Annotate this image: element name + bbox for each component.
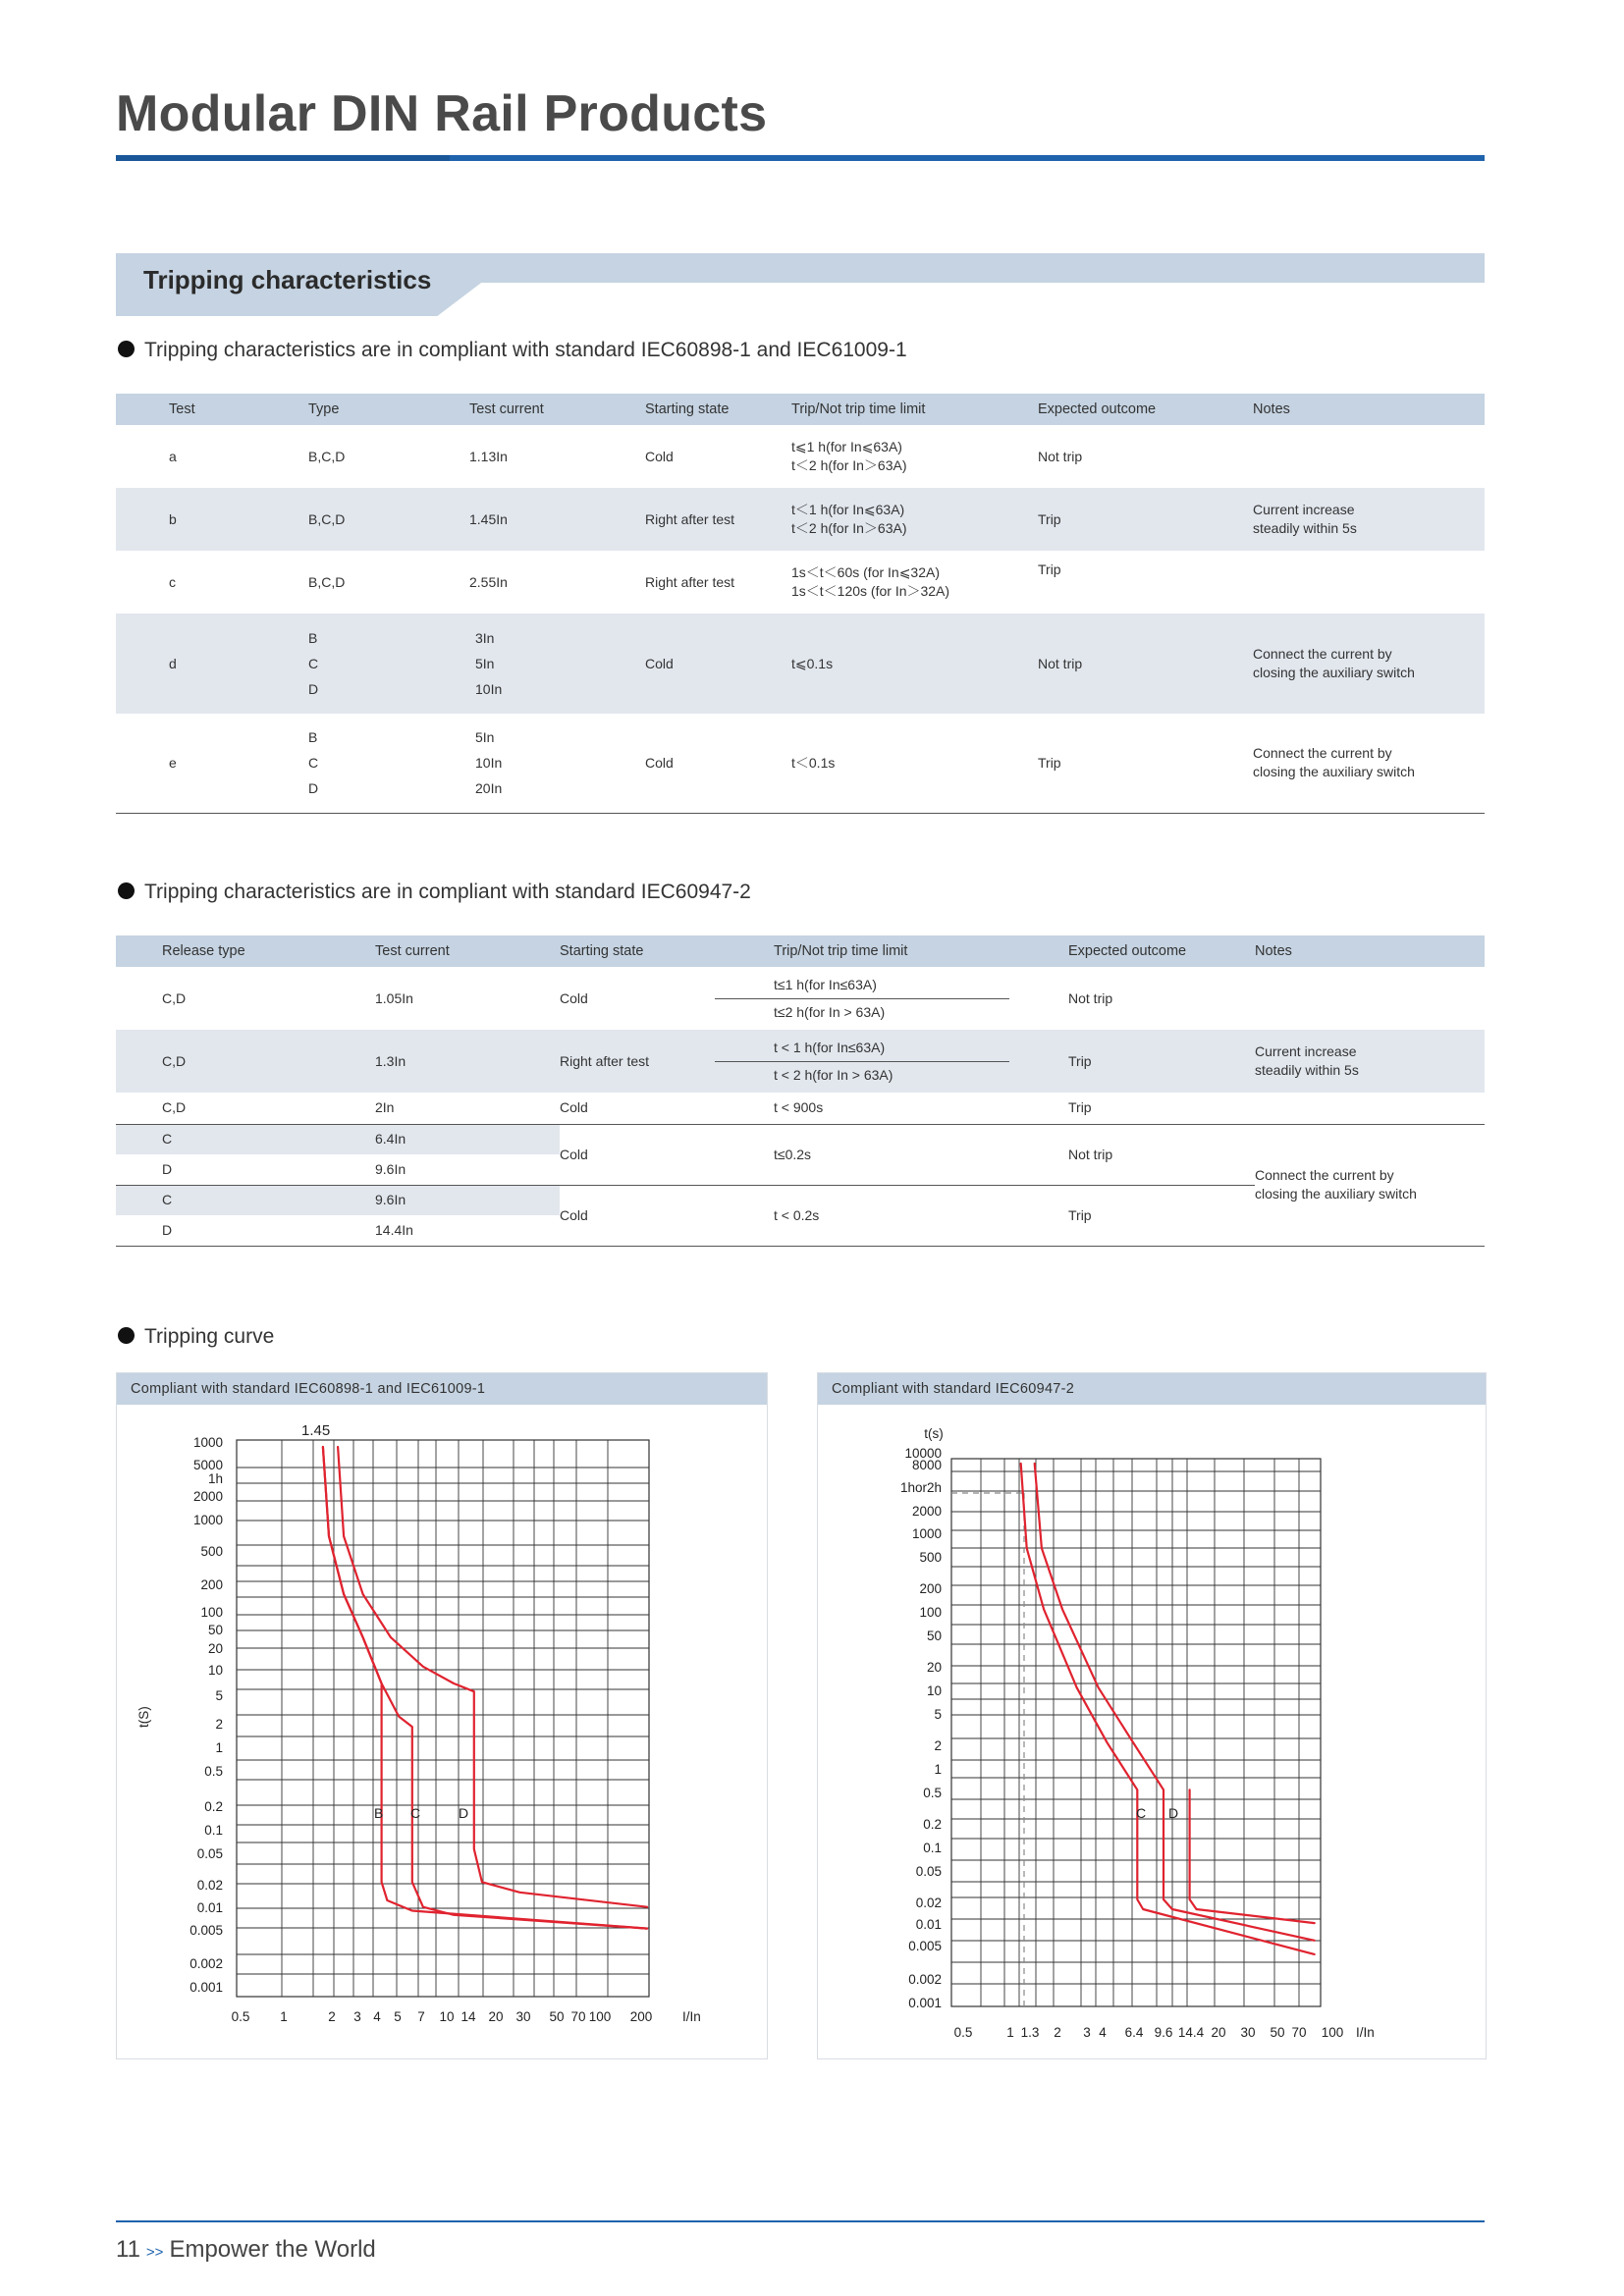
y-tick-label: 0.002 [908,1972,942,1987]
cell-state: Cold [645,614,791,714]
cell-test: c [169,573,176,590]
cell-notes: Current increase steadily within 5s [1255,1030,1485,1093]
cell-current: 9.6In [375,1185,560,1215]
cell-type: B C D [308,729,319,797]
col-header: Trip/Not trip time limit [774,935,1068,967]
page-number: 11 [116,2236,140,2263]
cell-release: C,D [162,989,187,1006]
col-header: Test [116,394,308,425]
cell-notes [1255,967,1485,1030]
title-rule-accent [116,155,450,161]
y-tick-label: 50 [926,1629,942,1643]
cell-notes [1253,551,1485,614]
x-tick-label: 100 [588,2009,612,2024]
cell-current: 14.4In [375,1221,413,1238]
col-header: Trip/Not trip time limit [791,394,1038,425]
x-tick-label: 4 [373,2009,381,2024]
x-tick-label: 2 [328,2009,336,2024]
col-header: Expected outcome [1038,394,1253,425]
cell-limit: t≤1 h(for In≤63A) t≤2 h(for In > 63A) [774,967,1068,1030]
cell-state: Right after test [645,573,735,590]
y-tick-label: 5 [215,1688,223,1703]
y-tick-label: 2000 [192,1489,223,1504]
cell-outcome: Trip [1038,488,1253,551]
y-tick-label: 200 [919,1581,942,1596]
curve-d [338,1447,647,1907]
curve-b [323,1447,647,1929]
y-tick-label: 1000 [911,1526,942,1541]
table-header-row [116,394,1485,425]
cell-limit: t＜0.1s [791,754,836,771]
bullet-iec60898 [118,339,907,362]
bullet-text: Tripping characteristics are in compliant with standard IEC60947-2 [144,881,751,903]
series-label: B [374,1805,384,1821]
y-tick-label: 1000 [192,1435,223,1450]
y-tick-label: 2000 [911,1504,942,1519]
y-tick-label: 0.05 [915,1864,942,1879]
cell-current: 1.05In [375,989,413,1006]
bullet-iec60947 [118,881,751,904]
cell-type: B,C,D [308,488,469,551]
annotation-label: 1.45 [301,1422,331,1439]
cell-state: Cold [560,1185,774,1246]
cell-current: 2In [375,1099,395,1116]
table-row [116,614,1485,714]
x-tick-label: 3 [353,2009,361,2024]
bullet-text: Tripping characteristics are in compliant with standard IEC60898-1 and IEC61009-1 [144,339,907,361]
cell-current: 2.55In [469,573,508,590]
cell-release: C,D [116,1030,375,1093]
cell-state: Cold [560,989,588,1006]
cell-state: Cold [560,1099,588,1116]
cell-notes [1255,1093,1485,1124]
cell-release: D [162,1160,173,1177]
bullet-dot-icon [118,882,135,899]
col-header: Release type [116,935,375,967]
x-tick-label: 1 [280,2009,288,2024]
x-tick-label: 1 [1006,2025,1014,2040]
footer-rule [116,2220,1485,2222]
cell-limit: t < 900s [774,1099,824,1116]
table-row [116,1124,1485,1154]
curve-c [1021,1464,1315,1954]
bullet-text: Tripping curve [144,1325,275,1348]
chevron-right-icon: >> [145,2244,164,2261]
cell-outcome: Trip [1068,1099,1092,1116]
table-row [116,551,1485,614]
y-tick-label: 8000 [911,1458,942,1472]
y-tick-label: 500 [919,1550,942,1565]
cell-outcome: Not trip [1038,448,1083,464]
y-tick-label: 0.005 [189,1923,223,1938]
x-axis-label: I/In [682,2009,701,2024]
cell-state: Right after test [560,1030,774,1093]
cell-state: Cold [560,1146,588,1162]
y-tick-label: 200 [200,1577,223,1592]
x-tick-label: 0.5 [231,2009,250,2024]
x-tick-label: 2 [1054,2025,1061,2040]
table-row [116,488,1485,551]
col-header: Starting state [560,935,774,967]
cell-notes: Current increase steadily within 5s [1253,488,1485,551]
cell-release: C [116,1124,375,1154]
y-tick-label: 0.5 [923,1786,942,1800]
cell-type: B,C,D [308,573,346,590]
col-header: Test current [375,935,560,967]
cell-notes [1253,425,1485,488]
cell-state: Cold [645,754,674,771]
series-label: D [459,1805,469,1821]
x-tick-label: 20 [488,2009,504,2024]
cell-outcome: Trip [1068,1206,1092,1223]
cell-current: 1.3In [375,1030,560,1093]
x-tick-label: 6.4 [1124,2025,1144,2040]
cell-release: C [116,1185,375,1215]
x-tick-label: 4 [1099,2025,1107,2040]
y-tick-label: 100 [200,1605,223,1620]
cell-current: 6.4In [375,1124,560,1154]
col-header: Starting state [645,394,791,425]
y-tick-label: 50 [207,1623,223,1637]
y-tick-label: 0.005 [908,1939,942,1953]
page-title: Modular DIN Rail Products [116,85,768,142]
table-row [116,1093,1485,1124]
cell-current: 1.45In [469,488,645,551]
tripping-curve-chart-2 [818,1373,1486,2058]
series-label: C [1136,1805,1147,1821]
y-tick-label: 100 [919,1605,942,1620]
table-row [116,967,1485,1030]
cell-current: 9.6In [375,1160,406,1177]
iec60898-table [116,394,1485,814]
footer-tagline: Empower the World [169,2236,376,2263]
chart-title: Compliant with standard IEC60898-1 and IEC61009-1 [117,1373,767,1405]
x-tick-label: 7 [417,2009,425,2024]
cell-type: B C D [308,614,469,714]
x-tick-label: 200 [629,2009,653,2024]
col-header: Test current [469,394,645,425]
y-tick-label: 500 [200,1544,223,1559]
cell-notes: Connect the current by closing the auxiliary switch [1253,745,1415,780]
chart-panel-iec60947 [817,1372,1487,2059]
series-label: C [410,1805,421,1821]
cell-limit: t≤0.2s [774,1146,812,1162]
col-header: Notes [1255,935,1485,967]
y-tick-label: 20 [926,1660,942,1675]
y-tick-label: 0.001 [908,1996,942,2010]
cell-outcome: Trip [1038,561,1061,577]
x-axis-label: I/In [1356,2025,1375,2040]
cell-current: 1.13In [469,448,508,464]
y-tick-label: 0.1 [923,1841,942,1855]
cell-test: d [116,614,308,714]
y-tick-label: 1hor2h [899,1480,942,1495]
cell-release: C,D [162,1099,187,1116]
x-tick-label: 30 [515,2009,531,2024]
cell-limit: 1s＜t＜60s (for In⩽32A) 1s＜t＜120s (for In＞32A) [791,564,950,599]
tripping-curve-chart-1 [117,1373,767,2058]
y-tick-label: 0.001 [189,1980,223,1995]
x-tick-label: 5 [394,2009,402,2024]
curve-e [1190,1789,1315,1923]
x-tick-label: 50 [1270,2025,1285,2040]
y-tick-label: 0.002 [189,1956,223,1971]
col-header: Type [308,394,469,425]
x-tick-label: 10 [439,2009,455,2024]
cell-outcome: Trip [1038,754,1061,771]
y-tick-label: 10000 [904,1446,942,1461]
x-tick-label: 70 [570,2009,586,2024]
y-tick-label: 0.01 [196,1900,223,1915]
x-tick-label: 0.5 [953,2025,973,2040]
cell-release: D [162,1221,173,1238]
x-tick-label: 3 [1083,2025,1091,2040]
y-tick-label: 0.1 [204,1823,223,1838]
cell-test: a [169,448,177,464]
x-tick-label: 70 [1291,2025,1307,2040]
y-axis-label: t(S) [136,1706,151,1728]
y-tick-label: 0.2 [204,1799,223,1814]
chart-panel-iec60898 [116,1372,768,2059]
cell-outcome: Trip [1068,1030,1255,1093]
cell-outcome: Not trip [1038,614,1253,714]
bullet-dot-icon [118,1327,135,1344]
cell-outcome: Not trip [1068,1124,1255,1185]
col-header: Expected outcome [1068,935,1255,967]
y-tick-label: 0.05 [196,1846,223,1861]
cell-current: 3In 5In 10In [469,614,645,714]
y-tick-label: 1 [215,1740,223,1755]
cell-test: e [169,754,177,771]
x-tick-label: 20 [1211,2025,1226,2040]
cell-limit: t⩽0.1s [791,614,1038,714]
cell-limit: t < 1 h(for In≤63A) t < 2 h(for In > 63A) [774,1030,1068,1093]
x-tick-label: 50 [549,2009,565,2024]
y-tick-label: 1h [207,1471,223,1486]
y-tick-label: 0.01 [915,1917,942,1932]
y-tick-label: 10 [207,1663,223,1678]
col-header: Notes [1253,394,1485,425]
table-row [116,1030,1485,1093]
y-tick-label: 10 [926,1683,942,1698]
y-tick-label: 5000 [192,1458,223,1472]
x-tick-label: 14 [460,2009,476,2024]
cell-outcome: Not trip [1068,989,1113,1006]
y-tick-label: 20 [207,1641,223,1656]
iec60947-table [116,935,1485,1247]
x-tick-label: 1.3 [1020,2025,1040,2040]
table-row [116,425,1485,488]
cell-notes: Connect the current by closing the auxiliary switch [1253,614,1485,714]
x-tick-label: 30 [1240,2025,1256,2040]
cell-state: Right after test [645,488,791,551]
series-label: D [1168,1805,1179,1821]
y-tick-label: 1000 [192,1513,223,1527]
y-tick-label: 0.5 [204,1764,223,1779]
y-tick-label: 0.02 [196,1878,223,1893]
x-tick-label: 14.4 [1177,2025,1205,2040]
curve-c [323,1447,647,1929]
curve-d [1035,1464,1315,1941]
y-tick-label: 2 [215,1717,223,1732]
table-header-row [116,935,1485,967]
cell-limit: t＜1 h(for In⩽63A) t＜2 h(for In＞63A) [791,488,1038,551]
cell-test: b [116,488,308,551]
cell-limit: t < 0.2s [774,1185,1068,1246]
y-tick-label: 0.2 [923,1817,942,1832]
y-tick-label: 5 [934,1707,942,1722]
bullet-dot-icon [118,341,135,357]
y-tick-label: 1 [934,1762,942,1777]
cell-notes: Connect the current by closing the auxiliary switch [1255,1167,1417,1201]
y-tick-label: 2 [934,1738,942,1753]
footer [116,2236,376,2264]
grid-frame [951,1459,1321,2006]
cell-state: Cold [645,448,674,464]
cell-type: B,C,D [308,448,346,464]
cell-current: 5In 10In 20In [475,729,503,797]
y-tick-label: 0.02 [915,1896,942,1910]
chart-title: Compliant with standard IEC60947-2 [818,1373,1486,1405]
section-heading: Tripping characteristics [143,265,432,294]
cell-limit: t⩽1 h(for In⩽63A) t＜2 h(for In＞63A) [791,439,907,473]
y-axis-label: t(s) [924,1426,944,1441]
table-row [116,714,1485,813]
x-tick-label: 9.6 [1154,2025,1173,2040]
x-tick-label: 100 [1321,2025,1344,2040]
bullet-curve [118,1325,274,1349]
